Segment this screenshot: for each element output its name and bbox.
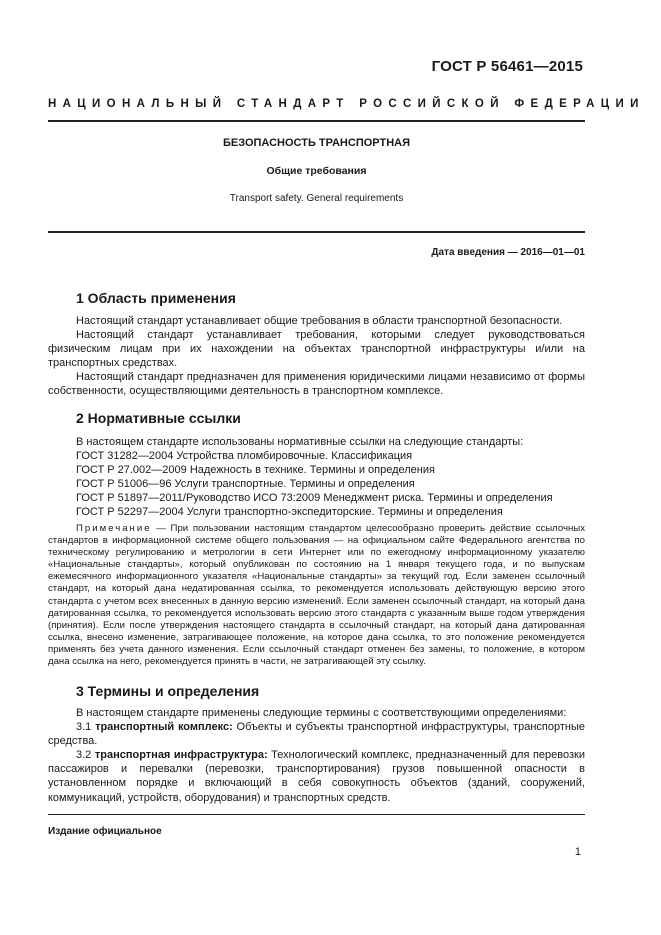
- term-3-2: [48, 748, 585, 805]
- section-1-paragraph-3: Настоящий стандарт предназначен для применения юридическими лицами независимо от формы собственности, осуществляющими деятельность в транспортном комплексе.: [48, 371, 585, 398]
- section-1-paragraph-1: Настоящий стандарт устанавливает общие требования в области транспортной безопасности.: [76, 315, 563, 327]
- section-2-heading: 2 Нормативные ссылки: [76, 410, 241, 426]
- footer-rule: [48, 814, 585, 815]
- term-number: 3.1: [76, 721, 96, 733]
- section-1-heading: 1 Область применения: [76, 290, 236, 306]
- term-name: транспортный комплекс:: [95, 721, 233, 733]
- term-name: транспортная инфраструктура:: [94, 749, 268, 761]
- page-number: 1: [574, 846, 581, 858]
- official-edition-label: Издание официальное: [48, 826, 162, 837]
- note-text: — При пользовании настоящим стандартом целесообразно проверить действие ссылочных стандартов в информационной системе общего пользования — на официальном сайте Федерального агентства по техническому регулированию и метрологии в сети Интернет или по ежегодному информационному указателю «Национальные стандарты», который опубликован по состоянию на 1 января текущего года, и по выпускам ежемесячного информационного указателя «Национальные стандарты» за текущий год. Если заменен ссылочный стандарт, на который дана недатированная ссылка, то рекомендуется использовать действующую версию этого стандарта с учетом всех внесенных в данную версию изменений. Если заменен ссылочный стандарт, на который дана датированная ссылка, то рекомендуется использовать версию этого стандарта с указанным выше годом утверждения (принятия). Если после утверждения настоящего стандарта в ссылочный стандарт, на который дана датированная ссылка, внесено изменение, затрагивающее положение, на которое дана ссылка, то это положение рекомендуется применять без учета данного изменения. Если ссылочный стандарт отменен без замены, то положение, в котором дана ссылка на него, рекомендуется принять в части, не затрагивающей эту ссылку.: [48, 523, 585, 668]
- standard-title: БЕЗОПАСНОСТЬ ТРАНСПОРТНАЯ: [222, 137, 410, 149]
- section-1-paragraph-2: Настоящий стандарт устанавливает требования, которыми следует руководствоваться физическим лицам при их нахождении на объектах транспортной инфраструктуры и/или на транспортных средствах.: [48, 329, 585, 370]
- reference-item: ГОСТ Р 51006—96 Услуги транспортные. Термины и определения: [76, 478, 415, 490]
- section-3-heading: 3 Термины и определения: [76, 683, 260, 699]
- term-definition: Объекты и субъекты транспортной инфраструктуры, транспортные средства.: [48, 721, 585, 748]
- standard-subtitle: Общие требования: [266, 165, 367, 177]
- reference-item: ГОСТ Р 27.002—2009 Надежность в технике. Термины и определения: [76, 464, 435, 476]
- reference-item: ГОСТ Р 52297—2004 Услуги транспортно-экспедиторские. Термины и определения: [76, 506, 503, 518]
- introduction-date: Дата введения — 2016—01—01: [431, 247, 585, 258]
- reference-item: ГОСТ 31282—2004 Устройства пломбировочные. Классификация: [76, 450, 413, 462]
- references-note: [48, 523, 585, 668]
- term-3-1: [48, 720, 585, 748]
- section-3-intro: В настоящем стандарте применены следующие термины с соответствующими определениями:: [76, 707, 567, 719]
- note-label: Примечание: [76, 523, 152, 534]
- section-2-intro: В настоящем стандарте использованы нормативные ссылки на следующие стандарты:: [76, 436, 524, 448]
- document-number: ГОСТ Р 56461—2015: [431, 58, 583, 75]
- reference-item: ГОСТ Р 51897—2011/Руководство ИСО 73:2009 Менеджмент риска. Термины и определения: [76, 492, 553, 504]
- english-title: Transport safety. General requirements: [229, 193, 404, 204]
- national-standard-banner: НАЦИОНАЛЬНЫЙ СТАНДАРТ РОССИЙСКОЙ ФЕДЕРАЦИИ: [48, 98, 645, 110]
- term-number: 3.2: [76, 749, 95, 761]
- title-bottom-rule: [48, 231, 585, 233]
- term-definition: Технологический комплекс, предназначенный для перевозки пассажиров и перевалки (перевозки, транспортирования) грузов повышенной опасности в установленном порядке и включающий в себя совокупность объектов (зданий, сооружений, коммуникаций, устройств, оборудования) и транспортных средств.: [48, 749, 585, 804]
- top-rule: [48, 120, 585, 122]
